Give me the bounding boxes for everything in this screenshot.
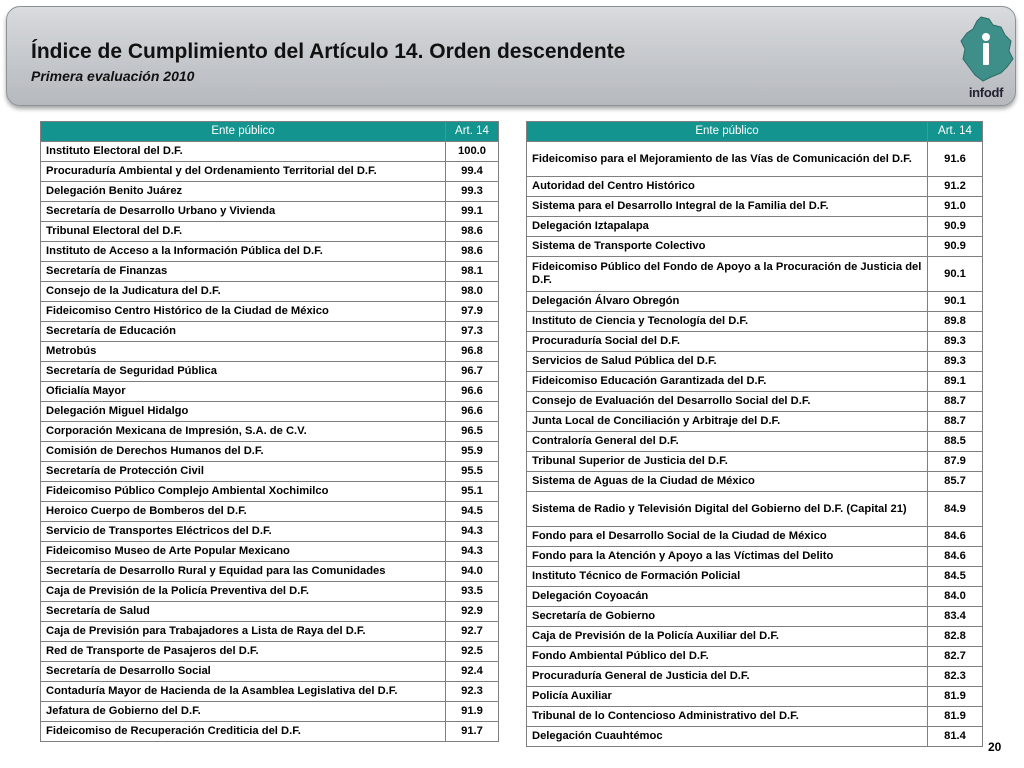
table-row (41, 642, 499, 662)
table-row (527, 547, 983, 567)
table-row (41, 322, 499, 342)
table-row (527, 392, 983, 412)
entity-name-cell: Delegación Iztapalapa (527, 217, 928, 237)
page-number: 20 (988, 740, 1002, 754)
entity-name-cell: Consejo de la Judicatura del D.F. (41, 282, 446, 302)
score-cell: 81.9 (928, 707, 983, 727)
entity-name-cell: Servicios de Salud Pública del D.F. (527, 352, 928, 372)
score-cell: 89.8 (928, 312, 983, 332)
entity-name-cell: Fideicomiso de Recuperación Crediticia del D.F. (41, 722, 446, 742)
page-subtitle: Primera evaluación 2010 (31, 68, 195, 84)
entity-name-cell: Fondo para la Atención y Apoyo a las Víctimas del Delito (527, 547, 928, 567)
table-row (527, 412, 983, 432)
table-row (41, 202, 499, 222)
score-cell: 97.3 (446, 322, 499, 342)
table-row (41, 162, 499, 182)
table-row (41, 222, 499, 242)
ranking-table-left (40, 121, 499, 742)
table-row (527, 687, 983, 707)
table-row (527, 587, 983, 607)
entity-name-cell: Procuraduría General de Justicia del D.F. (527, 667, 928, 687)
table-row (527, 607, 983, 627)
table-row (41, 142, 499, 162)
score-cell: 92.9 (446, 602, 499, 622)
score-cell: 99.4 (446, 162, 499, 182)
entity-name-cell: Secretaría de Salud (41, 602, 446, 622)
table-row (527, 432, 983, 452)
entity-name-cell: Servicio de Transportes Eléctricos del D.F. (41, 522, 446, 542)
score-cell: 95.5 (446, 462, 499, 482)
score-cell: 96.6 (446, 382, 499, 402)
score-cell: 94.5 (446, 502, 499, 522)
entity-name-cell: Secretaría de Gobierno (527, 607, 928, 627)
entity-name-cell: Procuraduría Ambiental y del Ordenamiento Territorial del D.F. (41, 162, 446, 182)
table-row (41, 722, 499, 742)
table-row (527, 237, 983, 257)
score-cell: 92.7 (446, 622, 499, 642)
entity-name-cell: Tribunal de lo Contencioso Administrativo del D.F. (527, 707, 928, 727)
table-row (41, 362, 499, 382)
table-row (41, 682, 499, 702)
table-row (527, 217, 983, 237)
table-row (41, 342, 499, 362)
score-cell: 84.0 (928, 587, 983, 607)
entity-name-cell: Delegación Benito Juárez (41, 182, 446, 202)
entity-name-cell: Fideicomiso para el Mejoramiento de las Vías de Comunicación del D.F. (527, 142, 928, 177)
table-row (41, 562, 499, 582)
score-cell: 85.7 (928, 472, 983, 492)
entity-name-cell: Instituto de Acceso a la Información Pública del D.F. (41, 242, 446, 262)
score-cell: 92.4 (446, 662, 499, 682)
score-cell: 89.3 (928, 332, 983, 352)
score-cell: 96.7 (446, 362, 499, 382)
table-row (41, 622, 499, 642)
score-cell: 90.1 (928, 292, 983, 312)
entity-name-cell: Procuraduría Social del D.F. (527, 332, 928, 352)
entity-name-cell: Junta Local de Conciliación y Arbitraje del D.F. (527, 412, 928, 432)
table-row (527, 727, 983, 747)
score-cell: 83.4 (928, 607, 983, 627)
entity-name-cell: Instituto Electoral del D.F. (41, 142, 446, 162)
column-header-entity: Ente público (41, 122, 446, 142)
entity-name-cell: Fideicomiso Museo de Arte Popular Mexicano (41, 542, 446, 562)
entity-name-cell: Metrobús (41, 342, 446, 362)
entity-name-cell: Red de Transporte de Pasajeros del D.F. (41, 642, 446, 662)
table-row (527, 332, 983, 352)
entity-name-cell: Delegación Cuauhtémoc (527, 727, 928, 747)
score-cell: 94.3 (446, 522, 499, 542)
table-row (41, 582, 499, 602)
table-header-row (41, 122, 499, 142)
score-cell: 88.5 (928, 432, 983, 452)
score-cell: 84.9 (928, 492, 983, 527)
score-cell: 88.7 (928, 392, 983, 412)
entity-name-cell: Delegación Miguel Hidalgo (41, 402, 446, 422)
entity-name-cell: Delegación Álvaro Obregón (527, 292, 928, 312)
score-cell: 84.6 (928, 527, 983, 547)
column-header-value: Art. 14 (928, 122, 983, 142)
entity-name-cell: Secretaría de Desarrollo Urbano y Vivienda (41, 202, 446, 222)
table-row (527, 667, 983, 687)
score-cell: 92.3 (446, 682, 499, 702)
column-header-value: Art. 14 (446, 122, 499, 142)
score-cell: 91.9 (446, 702, 499, 722)
table-row (41, 522, 499, 542)
entity-name-cell: Autoridad del Centro Histórico (527, 177, 928, 197)
score-cell: 88.7 (928, 412, 983, 432)
table-row (527, 647, 983, 667)
table-row (41, 282, 499, 302)
entity-name-cell: Fideicomiso Público del Fondo de Apoyo a la Procuración de Justicia del D.F. (527, 257, 928, 292)
table-row (41, 402, 499, 422)
map-emblem-icon (955, 15, 1017, 85)
table-row (527, 492, 983, 527)
table-row (527, 292, 983, 312)
score-cell: 82.8 (928, 627, 983, 647)
score-cell: 96.8 (446, 342, 499, 362)
score-cell: 95.1 (446, 482, 499, 502)
score-cell: 98.1 (446, 262, 499, 282)
table-row (527, 372, 983, 392)
table-row (41, 382, 499, 402)
table-row (41, 602, 499, 622)
entity-name-cell: Sistema de Radio y Televisión Digital del Gobierno del D.F. (Capital 21) (527, 492, 928, 527)
table-body-left (41, 142, 499, 742)
score-cell: 82.7 (928, 647, 983, 667)
entity-name-cell: Oficialía Mayor (41, 382, 446, 402)
table-row (41, 482, 499, 502)
table-row (41, 502, 499, 522)
table-row (527, 352, 983, 372)
score-cell: 91.6 (928, 142, 983, 177)
entity-name-cell: Contaduría Mayor de Hacienda de la Asamblea Legislativa del D.F. (41, 682, 446, 702)
table-row (527, 627, 983, 647)
score-cell: 98.0 (446, 282, 499, 302)
table-row (527, 452, 983, 472)
entity-name-cell: Instituto Técnico de Formación Policial (527, 567, 928, 587)
entity-name-cell: Secretaría de Protección Civil (41, 462, 446, 482)
score-cell: 92.5 (446, 642, 499, 662)
score-cell: 99.1 (446, 202, 499, 222)
score-cell: 93.5 (446, 582, 499, 602)
score-cell: 96.6 (446, 402, 499, 422)
table-row (41, 662, 499, 682)
entity-name-cell: Fondo Ambiental Público del D.F. (527, 647, 928, 667)
table-row (527, 472, 983, 492)
table-row (41, 262, 499, 282)
entity-name-cell: Tribunal Electoral del D.F. (41, 222, 446, 242)
score-cell: 89.3 (928, 352, 983, 372)
table-row (527, 312, 983, 332)
table-row (41, 702, 499, 722)
info-df-logo (955, 15, 1017, 111)
score-cell: 82.3 (928, 667, 983, 687)
table-row (527, 707, 983, 727)
score-cell: 90.9 (928, 237, 983, 257)
entity-name-cell: Secretaría de Finanzas (41, 262, 446, 282)
entity-name-cell: Consejo de Evaluación del Desarrollo Social del D.F. (527, 392, 928, 412)
entity-name-cell: Secretaría de Desarrollo Social (41, 662, 446, 682)
score-cell: 84.5 (928, 567, 983, 587)
table-row (527, 197, 983, 217)
table-row (527, 257, 983, 292)
score-cell: 94.0 (446, 562, 499, 582)
score-cell: 98.6 (446, 222, 499, 242)
score-cell: 91.7 (446, 722, 499, 742)
title-banner (6, 6, 1016, 106)
table-body-right (527, 142, 983, 747)
ranking-table-right (526, 121, 983, 747)
entity-name-cell: Tribunal Superior de Justicia del D.F. (527, 452, 928, 472)
logo-text: infodf (968, 85, 1004, 100)
table-row (527, 567, 983, 587)
score-cell: 99.3 (446, 182, 499, 202)
score-cell: 81.9 (928, 687, 983, 707)
table-row (41, 442, 499, 462)
table-row (41, 302, 499, 322)
entity-name-cell: Sistema para el Desarrollo Integral de la Familia del D.F. (527, 197, 928, 217)
entity-name-cell: Fideicomiso Centro Histórico de la Ciudad de México (41, 302, 446, 322)
score-cell: 94.3 (446, 542, 499, 562)
entity-name-cell: Instituto de Ciencia y Tecnología del D.F. (527, 312, 928, 332)
table-row (527, 527, 983, 547)
entity-name-cell: Sistema de Aguas de la Ciudad de México (527, 472, 928, 492)
table-row (41, 242, 499, 262)
score-cell: 81.4 (928, 727, 983, 747)
entity-name-cell: Secretaría de Desarrollo Rural y Equidad para las Comunidades (41, 562, 446, 582)
score-cell: 98.6 (446, 242, 499, 262)
score-cell: 90.1 (928, 257, 983, 292)
table-row (527, 177, 983, 197)
score-cell: 89.1 (928, 372, 983, 392)
table-row (41, 422, 499, 442)
entity-name-cell: Comisión de Derechos Humanos del D.F. (41, 442, 446, 462)
table-row (41, 542, 499, 562)
score-cell: 95.9 (446, 442, 499, 462)
entity-name-cell: Contraloría General del D.F. (527, 432, 928, 452)
score-cell: 84.6 (928, 547, 983, 567)
table-row (41, 462, 499, 482)
score-cell: 91.0 (928, 197, 983, 217)
entity-name-cell: Corporación Mexicana de Impresión, S.A. de C.V. (41, 422, 446, 442)
entity-name-cell: Secretaría de Seguridad Pública (41, 362, 446, 382)
entity-name-cell: Sistema de Transporte Colectivo (527, 237, 928, 257)
score-cell: 90.9 (928, 217, 983, 237)
entity-name-cell: Jefatura de Gobierno del D.F. (41, 702, 446, 722)
score-cell: 91.2 (928, 177, 983, 197)
score-cell: 87.9 (928, 452, 983, 472)
entity-name-cell: Fondo para el Desarrollo Social de la Ciudad de México (527, 527, 928, 547)
entity-name-cell: Heroico Cuerpo de Bomberos del D.F. (41, 502, 446, 522)
score-cell: 96.5 (446, 422, 499, 442)
entity-name-cell: Policía Auxiliar (527, 687, 928, 707)
entity-name-cell: Fideicomiso Educación Garantizada del D.F. (527, 372, 928, 392)
entity-name-cell: Caja de Previsión de la Policía Auxiliar del D.F. (527, 627, 928, 647)
entity-name-cell: Fideicomiso Público Complejo Ambiental Xochimilco (41, 482, 446, 502)
entity-name-cell: Caja de Previsión de la Policía Preventiva del D.F. (41, 582, 446, 602)
entity-name-cell: Caja de Previsión para Trabajadores a Lista de Raya del D.F. (41, 622, 446, 642)
page-title: Índice de Cumplimiento del Artículo 14. Orden descendente (31, 40, 626, 63)
table-row (41, 182, 499, 202)
table-header-row (527, 122, 983, 142)
entity-name-cell: Delegación Coyoacán (527, 587, 928, 607)
table-row (527, 142, 983, 177)
score-cell: 97.9 (446, 302, 499, 322)
column-header-entity: Ente público (527, 122, 928, 142)
score-cell: 100.0 (446, 142, 499, 162)
entity-name-cell: Secretaría de Educación (41, 322, 446, 342)
